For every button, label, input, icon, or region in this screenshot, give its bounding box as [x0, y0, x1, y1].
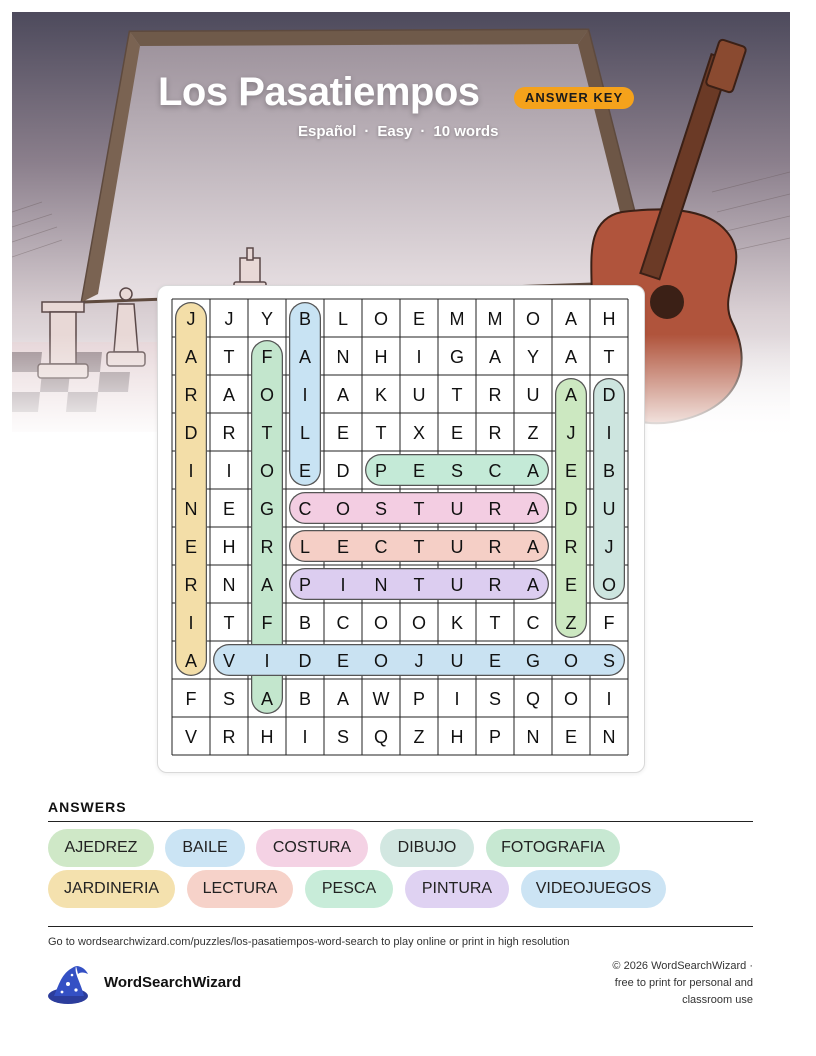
grid-letter: J — [414, 651, 424, 671]
grid-letter: E — [564, 575, 578, 595]
grid-letter: H — [602, 309, 616, 329]
grid-letter: A — [526, 461, 540, 481]
grid-letter: T — [375, 423, 387, 443]
grid-letter: N — [374, 575, 388, 595]
grid-letter: T — [223, 347, 235, 367]
grid-letter: E — [336, 423, 350, 443]
grid-letter: J — [224, 309, 234, 329]
grid-letter: S — [488, 689, 502, 709]
footer-divider — [48, 926, 753, 927]
grid-letter: A — [260, 575, 274, 595]
grid-letter: E — [450, 423, 464, 443]
grid-letter: B — [298, 613, 312, 633]
grid-letter: O — [373, 651, 389, 671]
grid-letter: R — [222, 727, 236, 747]
grid-letter: U — [450, 537, 464, 557]
word-count-label: 10 words — [433, 123, 499, 140]
grid-letter: I — [606, 423, 612, 443]
grid-letter: C — [526, 613, 540, 633]
grid-letter: O — [411, 613, 427, 633]
answers-heading: ANSWERS — [48, 799, 127, 815]
grid-letter: A — [526, 499, 540, 519]
grid-letter: A — [564, 309, 578, 329]
grid-letter: S — [222, 689, 236, 709]
grid-letter: U — [450, 651, 464, 671]
grid-letter: E — [298, 461, 312, 481]
grid-letter: M — [487, 309, 503, 329]
grid-letter: L — [299, 423, 311, 443]
language-label: Español — [298, 123, 357, 140]
grid-letter: N — [602, 727, 616, 747]
grid-letter: D — [602, 385, 616, 405]
grid-letter: G — [449, 347, 465, 367]
grid-letter: J — [186, 309, 196, 329]
grid-letter: A — [564, 385, 578, 405]
grid-letter: I — [188, 461, 194, 481]
grid-letter: E — [564, 727, 578, 747]
grid-letter: I — [226, 461, 232, 481]
grid-letter: G — [259, 499, 275, 519]
grid-letter: E — [222, 499, 236, 519]
difficulty-label: Easy — [377, 123, 413, 140]
grid-letter: A — [564, 347, 578, 367]
answer-key-badge: ANSWER KEY — [514, 87, 634, 109]
grid-letter: D — [298, 651, 312, 671]
grid-letter: O — [259, 461, 275, 481]
grid-letter: U — [412, 385, 426, 405]
grid-letter: R — [260, 537, 274, 557]
grid-letter: E — [336, 537, 350, 557]
grid-letter: A — [184, 651, 198, 671]
grid-letter: D — [336, 461, 350, 481]
answer-word-fotografia: FOTOGRAFIA — [486, 829, 620, 867]
answer-word-pintura: PINTURA — [405, 870, 509, 908]
grid-letter: E — [184, 537, 198, 557]
grid-letter: U — [526, 385, 540, 405]
grid-letter: T — [413, 537, 425, 557]
grid-letter: H — [450, 727, 464, 747]
grid-letter: G — [525, 651, 541, 671]
grid-letter: E — [336, 651, 350, 671]
grid-letter: N — [184, 499, 198, 519]
grid-letter: P — [374, 461, 388, 481]
grid-letter: E — [488, 651, 502, 671]
grid-letter: T — [603, 347, 615, 367]
grid-letter: P — [412, 689, 426, 709]
grid-letter: E — [412, 461, 426, 481]
answer-word-pesca: PESCA — [305, 870, 393, 908]
grid-letter: X — [412, 423, 426, 443]
grid-letter: Q — [373, 727, 389, 747]
wizard-hat-icon — [46, 962, 94, 1006]
copyright-line: classroom use — [682, 994, 753, 1006]
grid-letter: A — [488, 347, 502, 367]
grid-letter: F — [261, 613, 273, 633]
answer-word-ajedrez: AJEDREZ — [48, 829, 154, 867]
grid-letter: R — [222, 423, 236, 443]
grid-letter: R — [488, 537, 502, 557]
grid-letter: M — [449, 309, 465, 329]
grid-letter: A — [298, 347, 312, 367]
grid-letter: T — [413, 575, 425, 595]
grid-letter: T — [489, 613, 501, 633]
grid-letter: N — [526, 727, 540, 747]
grid-letter: U — [450, 499, 464, 519]
grid-letter: L — [337, 309, 349, 329]
grid-letter: I — [188, 613, 194, 633]
grid-letter: C — [336, 613, 350, 633]
grid-letter: F — [261, 347, 273, 367]
grid-letter: A — [260, 689, 274, 709]
answers-divider — [48, 821, 753, 822]
answer-word-jardineria: JARDINERIA — [48, 870, 175, 908]
grid-letter: P — [488, 727, 502, 747]
website-link[interactable]: Go to wordsearchwizard.com/puzzles/los-pasatiempos-word-search to play online or print in high resolution — [48, 936, 570, 948]
grid-letter: S — [374, 499, 388, 519]
grid-letter: N — [336, 347, 350, 367]
grid-letter: U — [450, 575, 464, 595]
grid-letter: I — [302, 385, 308, 405]
grid-letter: R — [488, 499, 502, 519]
separator-dot: · — [364, 123, 370, 140]
grid-letter: T — [223, 613, 235, 633]
grid-letter: S — [602, 651, 616, 671]
grid-letter: A — [526, 537, 540, 557]
grid-letter: A — [222, 385, 236, 405]
grid-letter: R — [488, 575, 502, 595]
answer-word-dibujo: DIBUJO — [380, 829, 474, 867]
grid-letter: Z — [565, 613, 577, 633]
grid-letter: C — [488, 461, 502, 481]
grid-letter: A — [336, 689, 350, 709]
grid-letter: O — [373, 613, 389, 633]
grid-letter: T — [413, 499, 425, 519]
grid-letter: P — [298, 575, 312, 595]
grid-letter: O — [525, 309, 541, 329]
grid-letter: A — [526, 575, 540, 595]
copyright-line: © 2026 WordSearchWizard · — [612, 960, 753, 972]
grid-letter: O — [373, 309, 389, 329]
grid-letter: N — [222, 575, 236, 595]
grid-letter: W — [372, 689, 390, 709]
grid-letter: E — [412, 309, 426, 329]
grid-letter: Y — [260, 309, 274, 329]
grid-letter: R — [488, 385, 502, 405]
grid-letter: Y — [526, 347, 540, 367]
grid-letter: R — [488, 423, 502, 443]
grid-letter: A — [336, 385, 350, 405]
grid-letter: K — [374, 385, 388, 405]
grid-letter: T — [451, 385, 463, 405]
grid-letter: S — [450, 461, 464, 481]
grid-letter: E — [564, 461, 578, 481]
grid-letter: Z — [413, 727, 425, 747]
grid-letter: I — [454, 689, 460, 709]
copyright-line: free to print for personal and — [614, 977, 753, 989]
grid-letter: C — [298, 499, 312, 519]
separator-dot: · — [420, 123, 426, 140]
copyright — [583, 958, 753, 1009]
grid-letter: L — [299, 537, 311, 557]
brand-name[interactable]: WordSearchWizard — [104, 974, 242, 991]
answer-word-lectura: LECTURA — [187, 870, 293, 908]
grid-letter: C — [374, 537, 388, 557]
answer-word-videojuegos: VIDEOJUEGOS — [521, 870, 666, 908]
grid-letter: O — [335, 499, 351, 519]
grid-letter: O — [563, 689, 579, 709]
grid-letter: V — [222, 651, 236, 671]
grid-letter: B — [298, 689, 312, 709]
grid-letter: H — [222, 537, 236, 557]
grid-letter: R — [564, 537, 578, 557]
grid-letter: Z — [527, 423, 539, 443]
grid-letter: V — [184, 727, 198, 747]
grid-letter: U — [602, 499, 616, 519]
grid-letter: I — [416, 347, 422, 367]
grid-letter: Q — [525, 689, 541, 709]
grid-letter: R — [184, 385, 198, 405]
grid-letter: O — [259, 385, 275, 405]
grid-letter: S — [336, 727, 350, 747]
grid-letter: R — [184, 575, 198, 595]
grid-letter: F — [603, 613, 615, 633]
grid-letter: J — [604, 537, 614, 557]
grid-letter: H — [374, 347, 388, 367]
grid-letter: D — [184, 423, 198, 443]
grid-letter: I — [606, 689, 612, 709]
grid-letter: O — [601, 575, 617, 595]
grid-letter: T — [261, 423, 273, 443]
grid-letter: J — [566, 423, 576, 443]
grid-letter: B — [298, 309, 312, 329]
grid-letter: D — [564, 499, 578, 519]
grid-letter: B — [602, 461, 616, 481]
grid-letter: I — [264, 651, 270, 671]
answer-word-costura: COSTURA — [256, 829, 368, 867]
grid-letter: I — [302, 727, 308, 747]
grid-letter: O — [563, 651, 579, 671]
grid-letter: F — [185, 689, 197, 709]
grid-letter: A — [184, 347, 198, 367]
page-title: Los Pasatiempos — [158, 70, 480, 114]
answer-word-baile: BAILE — [165, 829, 245, 867]
grid-letter: I — [340, 575, 346, 595]
grid-letter: K — [450, 613, 464, 633]
grid-letter: H — [260, 727, 274, 747]
